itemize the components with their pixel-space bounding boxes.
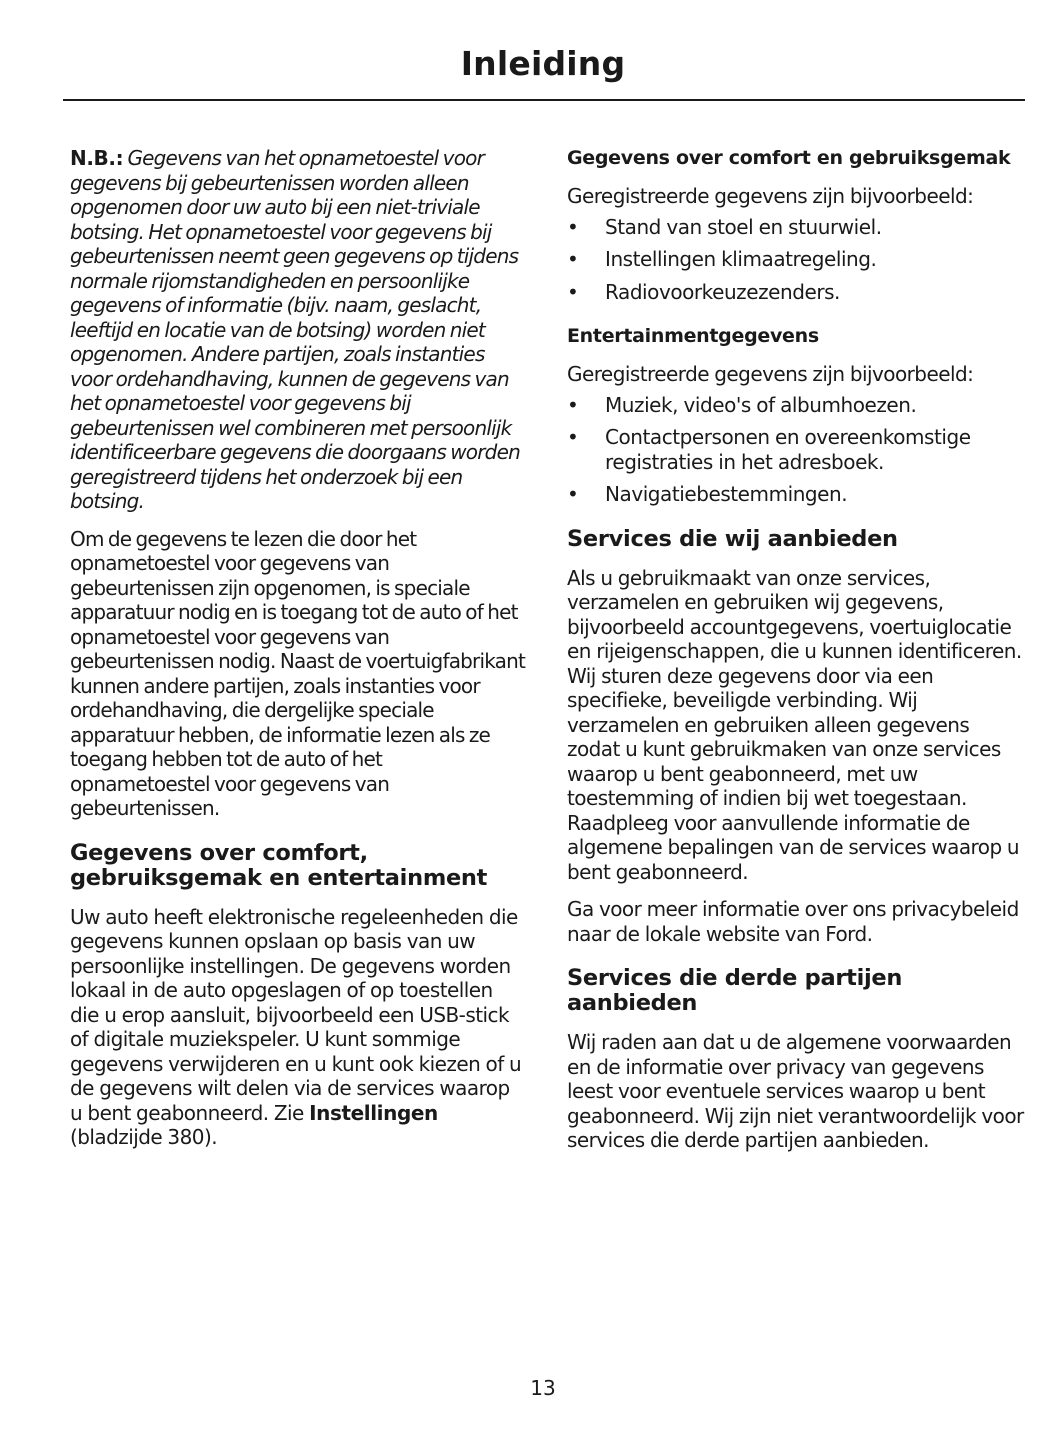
comfort-list: [567, 215, 1027, 305]
edr-reading-paragraph: Om de gegevens te lezen die door het opnametoestel voor gegevens van gebeurtenissen zijn opgenomen, is speciale apparatuur nodig en is toegang tot de auto of het opnametoestel voor gegevens van gebeurtenissen nodig. Naast de voertuigfabrikant kunnen andere partijen, zoals instanties voor ordehandhaving, die dergelijke speciale apparatuur hebben, de informatie lezen als ze toegang hebben tot de auto of het opnametoestel voor gegevens van gebeurtenissen.: [70, 526, 526, 820]
comfort-entertainment-paragraph: [70, 905, 526, 1150]
page-reference: (bladzijde 380).: [70, 1125, 218, 1149]
services-heading: Services die wij aanbieden: [567, 525, 898, 552]
list-item: [567, 393, 1027, 418]
right-column: [567, 146, 1027, 1166]
third-party-heading: Services die derde partijen aanbieden: [567, 965, 903, 1016]
services-paragraph: Als u gebruikmaakt van onze services, verzamelen en gebruiken wij gegevens, bijvoorbeeld accountgegevens, voertuiglocatie en rijeigenschappen, die u kunnen identificeren. Wij sturen deze gegevens door via een specifieke, beveiligde verbinding. Wij verzamelen en gebruiken alleen gegevens zodat u kunt gebruikmaken van onze services waarop u bent geabonneerd, met uw toestemming of indien bij wet toegestaan. Raadpleeg voor aanvullende informatie de algemene bepalingen van de services waarop u bent geabonneerd.: [567, 565, 1022, 884]
list-item-text: Navigatiebestemmingen.: [605, 482, 848, 506]
entertainment-intro: Geregistreerde gegevens zijn bijvoorbeeld:: [567, 362, 974, 386]
entertainment-list: [567, 393, 1027, 507]
left-column: [70, 146, 526, 1163]
third-party-paragraph: Wij raden aan dat u de algemene voorwaarden en de informatie over privacy van gegevens leest voor eventuele services waarop u bent geabonneerd. Wij zijn niet verantwoordelijk voor services die derde partijen aanbieden.: [567, 1030, 1024, 1152]
privacy-policy-paragraph: Ga voor meer informatie over ons privacybeleid naar de lokale website van Ford.: [567, 897, 1019, 946]
comfort-entertainment-text: Uw auto heeft elektronische regeleenheden die gegevens kunnen opslaan op basis van uw persoonlijke instellingen. De gegevens worden lokaal in de auto opgeslagen of op toestellen die u erop aansluit, bijvoorbeeld een USB-stick of digitale muziekspeler. U kunt sommige gegevens verwijderen en u kunt ook kiezen of u de gegevens wilt delen via de services waarop u bent geabonneerd. Zie: [70, 904, 522, 1125]
list-item-text: Radiovoorkeuzezenders.: [605, 279, 840, 304]
title-divider: [63, 99, 1025, 101]
list-item: [567, 280, 1027, 305]
page-number: 13: [530, 1376, 556, 1400]
note-paragraph: [70, 146, 526, 514]
note-text: Gegevens van het opnametoestel voor gegevens bij gebeurtenissen worden alleen opgenomen door uw auto bij een niet-triviale botsing. Het opnametoestel voor gegevens bij gebeurtenissen neemt geen gegevens op tijdens normale rijomstandigheden en persoonlijke gegevens of informatie (bijv. naam, geslacht, leeftijd en locatie van de botsing) worden niet opgenomen. Andere partijen, zoals instanties voor ordehandhaving, kunnen de gegevens van het opnametoestel voor gegevens bij gebeurtenissen wel combineren met persoonlijk identificeerbare gegevens die doorgaans worden geregistreerd tijdens het onderzoek bij een botsing.: [70, 146, 520, 513]
bullet-icon: •: [567, 392, 579, 417]
list-item-text: Contactpersonen en overeenkomstige registraties in het adresboek.: [605, 425, 971, 474]
bullet-icon: •: [567, 425, 579, 449]
entertainment-heading: Entertainmentgegevens: [567, 325, 819, 347]
page-title: Inleiding: [460, 44, 626, 83]
bullet-icon: •: [567, 247, 579, 271]
list-item-text: Stand van stoel en stuurwiel.: [605, 214, 882, 239]
comfort-heading: Gegevens over comfort en gebruiksgemak: [567, 147, 1011, 169]
list-item: [567, 215, 1027, 240]
list-item: [567, 482, 1027, 507]
bullet-icon: •: [567, 279, 579, 304]
instellingen-link[interactable]: Instellingen: [309, 1100, 438, 1125]
bullet-icon: •: [567, 214, 579, 239]
list-item-text: Muziek, video's of albumhoezen.: [605, 392, 917, 417]
list-item-text: Instellingen klimaatregeling.: [605, 247, 877, 271]
bullet-icon: •: [567, 482, 579, 506]
list-item: [567, 425, 1027, 474]
note-label: N.B.:: [70, 146, 124, 170]
comfort-intro: Geregistreerde gegevens zijn bijvoorbeeld:: [567, 184, 974, 208]
comfort-entertainment-heading: Gegevens over comfort, gebruiksgemak en entertainment: [70, 839, 488, 891]
list-item: [567, 247, 1027, 272]
